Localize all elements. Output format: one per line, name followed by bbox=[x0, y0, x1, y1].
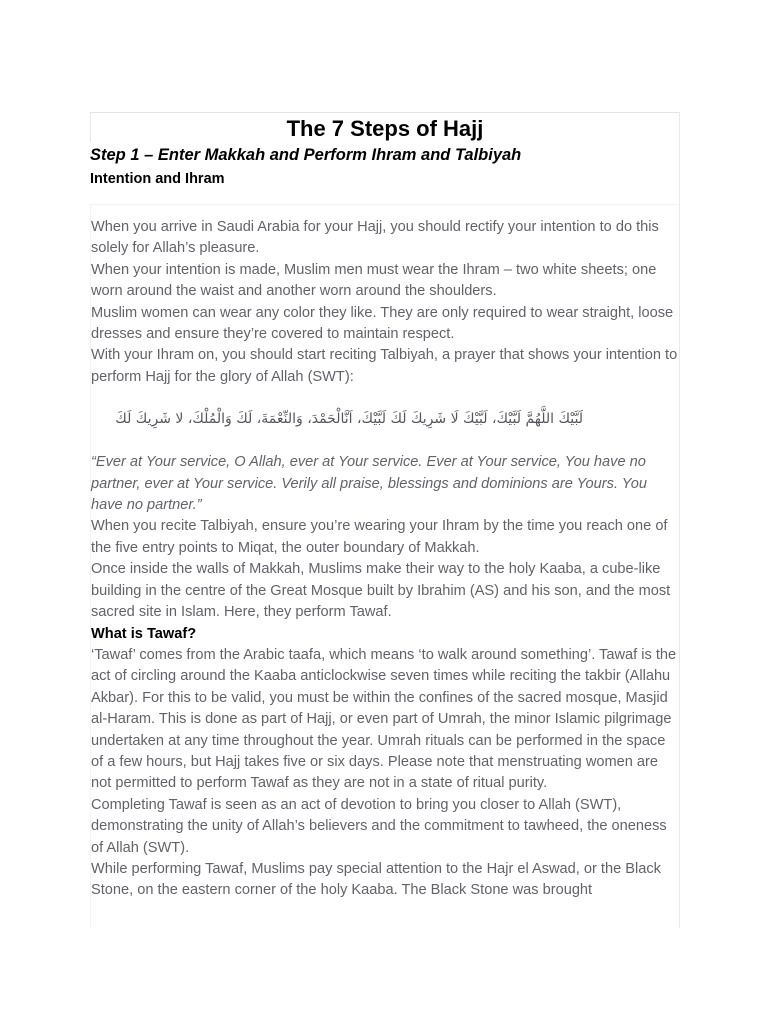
body-text-cell bbox=[90, 205, 680, 928]
what-is-tawaf-heading: What is Tawaf? bbox=[91, 625, 197, 642]
intention-ihram-heading: Intention and Ihram bbox=[90, 171, 225, 187]
paragraph-intention: When you arrive in Saudi Arabia for your Hajj, you should rectify your intention to do this solely for Allah’s pleasure. bbox=[91, 219, 659, 257]
talbiyah-arabic-prayer: لَبَّيْكَ اللَّهُمَّ لَبَّيْكَ، لَبَّيْكَ لَا شَرِيكَ لَكَ لَبَّيْكَ، اَنَّالْحَمْدَ، وَالنِّعْمَةَ، لَكَ وَالْمُلْكَ، لا شَرِيكَ لَكَ bbox=[115, 411, 583, 428]
paragraph-ihram-women: Muslim women can wear any color they like. They are only required to wear straight, loose dresses and ensure they’re covered to maintain respect. bbox=[91, 304, 674, 343]
paragraph-talbiyah: With your Ihram on, you should start reciting Talbiyah, a prayer that shows your intention to perform Hajj for the glory of Allah (SWT): bbox=[91, 347, 678, 385]
document-page bbox=[90, 112, 680, 928]
step-1-heading: Step 1 – Enter Makkah and Perform Ihram and Talbiyah bbox=[90, 146, 522, 164]
paragraph-miqat: When you recite Talbiyah, ensure you’re wearing your Ihram by the time you reach one of the five entry points to Miqat, the outer boundary of Makkah. bbox=[91, 518, 668, 556]
step-header-cell bbox=[90, 142, 680, 205]
document-title: The 7 Steps of Hajj bbox=[286, 116, 484, 141]
paragraph-tawaf-devotion: Completing Tawaf is seen as an act of devotion to bring you closer to Allah (SWT), demonstrating the unity of Allah’s believers and the commitment to tawheed, the oneness of Allah (SWT). bbox=[91, 796, 667, 856]
paragraph-tawaf-definition: ‘Tawaf’ comes from the Arabic taafa, which means ‘to walk around something’. Tawaf is the act of circling around the Kaaba anticlockwise seven times while reciting the takbir (Allahu Akbar). For this to be valid, you must be within the confines of the sacred mosque, Masjid al-Haram. This is done as part of Hajj, or even part of Umrah, the minor Islamic pilgrimage undertaken at any time throughout the year. Umrah rituals can be performed in the space of a few hours, but Hajj takes five or six days. Please note that menstruating women are not permitted to perform Tawaf as they are not in a state of ritual purity. bbox=[91, 646, 677, 792]
title-cell bbox=[90, 112, 680, 142]
paragraph-ihram-men: When your intention is made, Muslim men must wear the Ihram – two white sheets; one worn around the waist and another worn around the shoulders. bbox=[91, 261, 657, 300]
paragraph-kaaba: Once inside the walls of Makkah, Muslims make their way to the holy Kaaba, a cube-like building in the centre of the Great Mosque built by Ibrahim (AS) and his son, and the most sacred site in Islam. Here, they perform Tawaf. bbox=[91, 561, 671, 621]
talbiyah-translation-quote: “Ever at Your service, O Allah, ever at Your service. Ever at Your service, You have no partner, ever at Your service. Verily all praise, blessings and dominions are Yours. You have no partner.” bbox=[91, 454, 647, 514]
paragraph-black-stone: While performing Tawaf, Muslims pay special attention to the Hajr el Aswad, or the Black Stone, on the eastern corner of the holy Kaaba. The Black Stone was brought bbox=[91, 860, 661, 899]
